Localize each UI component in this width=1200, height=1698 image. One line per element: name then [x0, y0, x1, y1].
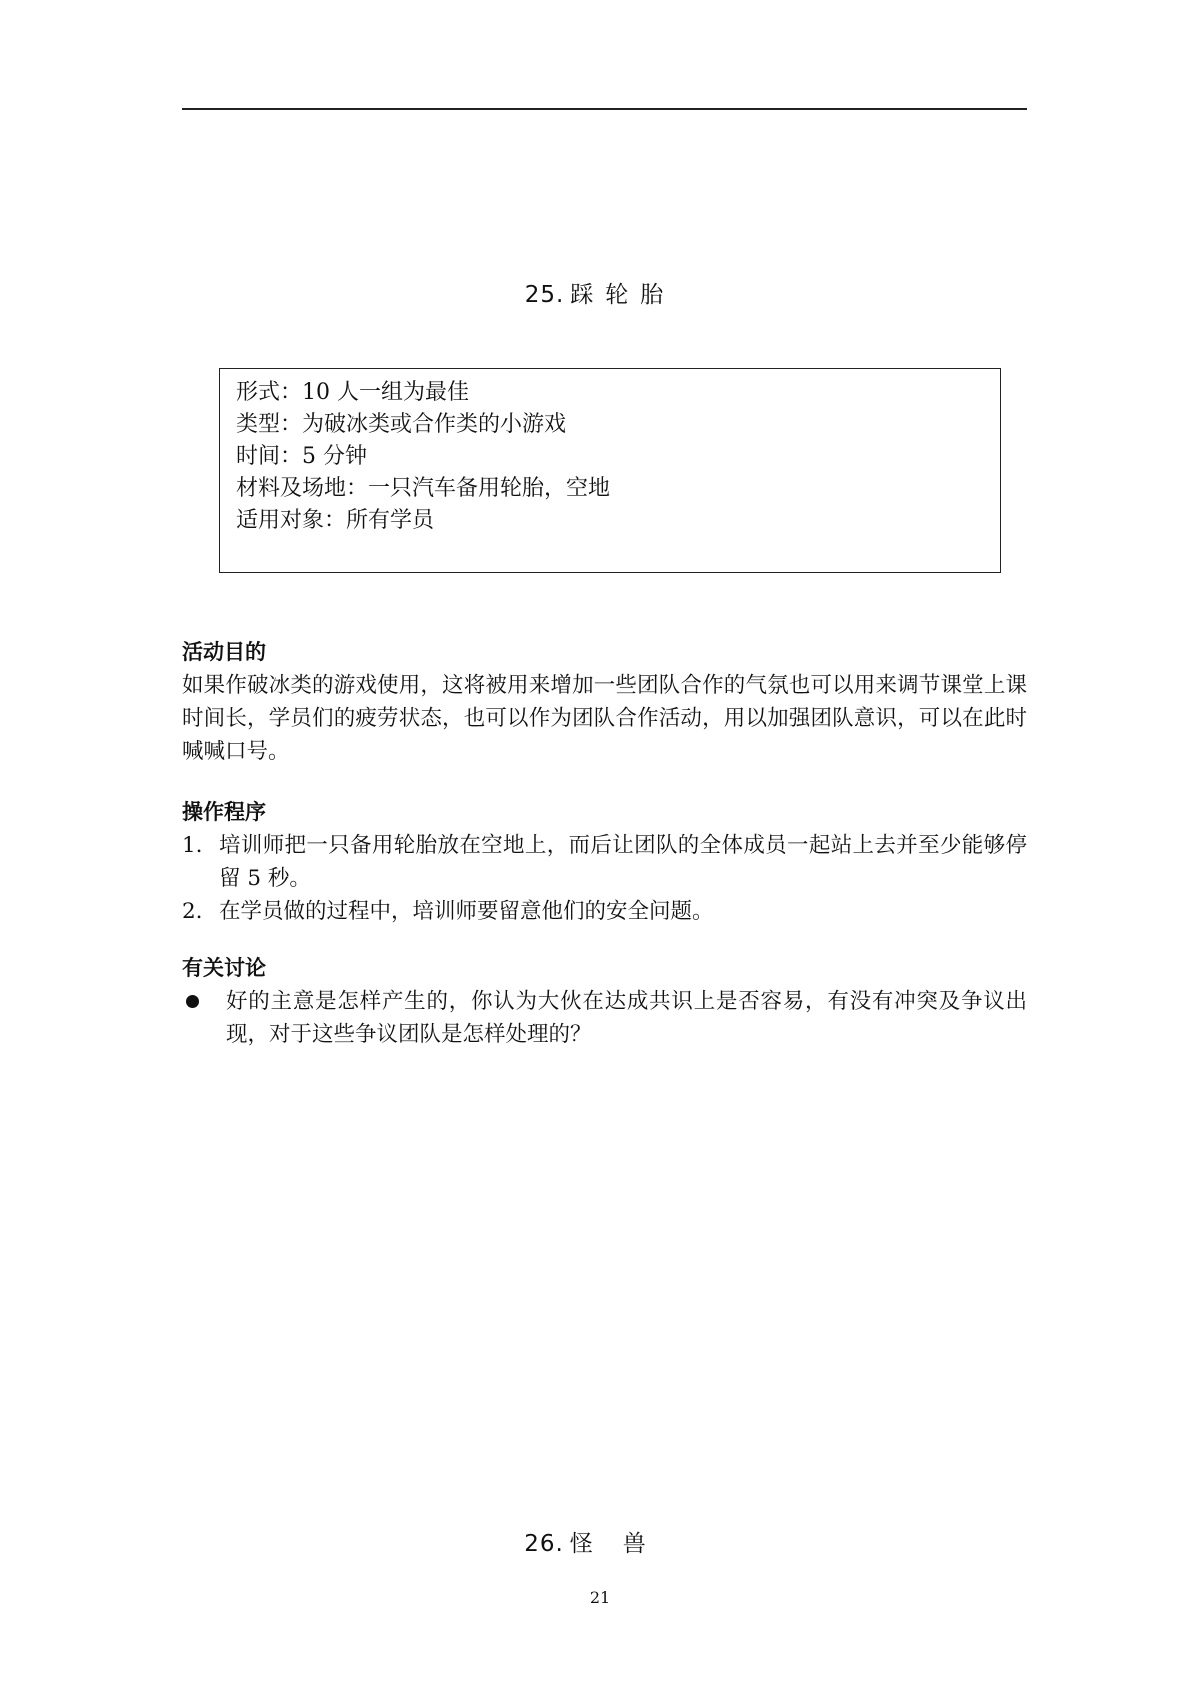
- section-name: 踩轮胎: [570, 282, 676, 308]
- activity-info-box: [219, 368, 1001, 573]
- procedure-step: [182, 895, 1027, 928]
- header-rule: [182, 108, 1027, 110]
- procedure-section: [182, 797, 1027, 928]
- info-materials: 材料及场地：一只汽车备用轮胎，空地: [236, 476, 611, 501]
- section-number: 26.: [524, 1531, 564, 1557]
- purpose-heading: 活动目的: [182, 640, 266, 664]
- discussion-item: [182, 985, 1027, 1051]
- section-title-25: [0, 276, 1200, 309]
- info-type: 类型：为破冰类或合作类的小游戏: [236, 412, 567, 437]
- section-number: 25.: [524, 282, 565, 308]
- bullet-dot-icon: [186, 995, 199, 1008]
- purpose-text: 如果作破冰类的游戏使用，这将被用来增加一些团队合作的气氛也可以用来调节课堂上课时间长，学员们的疲劳状态，也可以作为团队合作活动，用以加强团队意识，可以在此时喊喊口号。: [182, 673, 1027, 764]
- section-title-26: [0, 1525, 1200, 1558]
- discussion-text: 好的主意是怎样产生的，你认为大伙在达成共识上是否容易，有没有冲突及争议出现，对于这些争议团队是怎样处理的？: [226, 989, 1027, 1047]
- step-text: 在学员做的过程中，培训师要留意他们的安全问题。: [219, 899, 714, 924]
- step-text: 培训师把一只备用轮胎放在空地上，而后让团队的全体成员一起站上去并至少能够停留 5 秒。: [219, 833, 1027, 891]
- procedure-step: [182, 829, 1027, 895]
- purpose-section: [182, 637, 1027, 768]
- page-number: 21: [589, 1588, 611, 1607]
- step-number: 2.: [182, 899, 203, 924]
- section-name: 怪兽: [569, 1531, 676, 1557]
- procedure-heading: 操作程序: [182, 800, 266, 824]
- info-audience: 适用对象：所有学员: [236, 508, 435, 533]
- info-format: 形式：10 人一组为最佳: [236, 380, 469, 405]
- discussion-section: [182, 953, 1027, 1051]
- info-time: 时间：5 分钟: [236, 444, 367, 469]
- discussion-heading: 有关讨论: [182, 956, 266, 980]
- step-number: 1.: [182, 833, 203, 858]
